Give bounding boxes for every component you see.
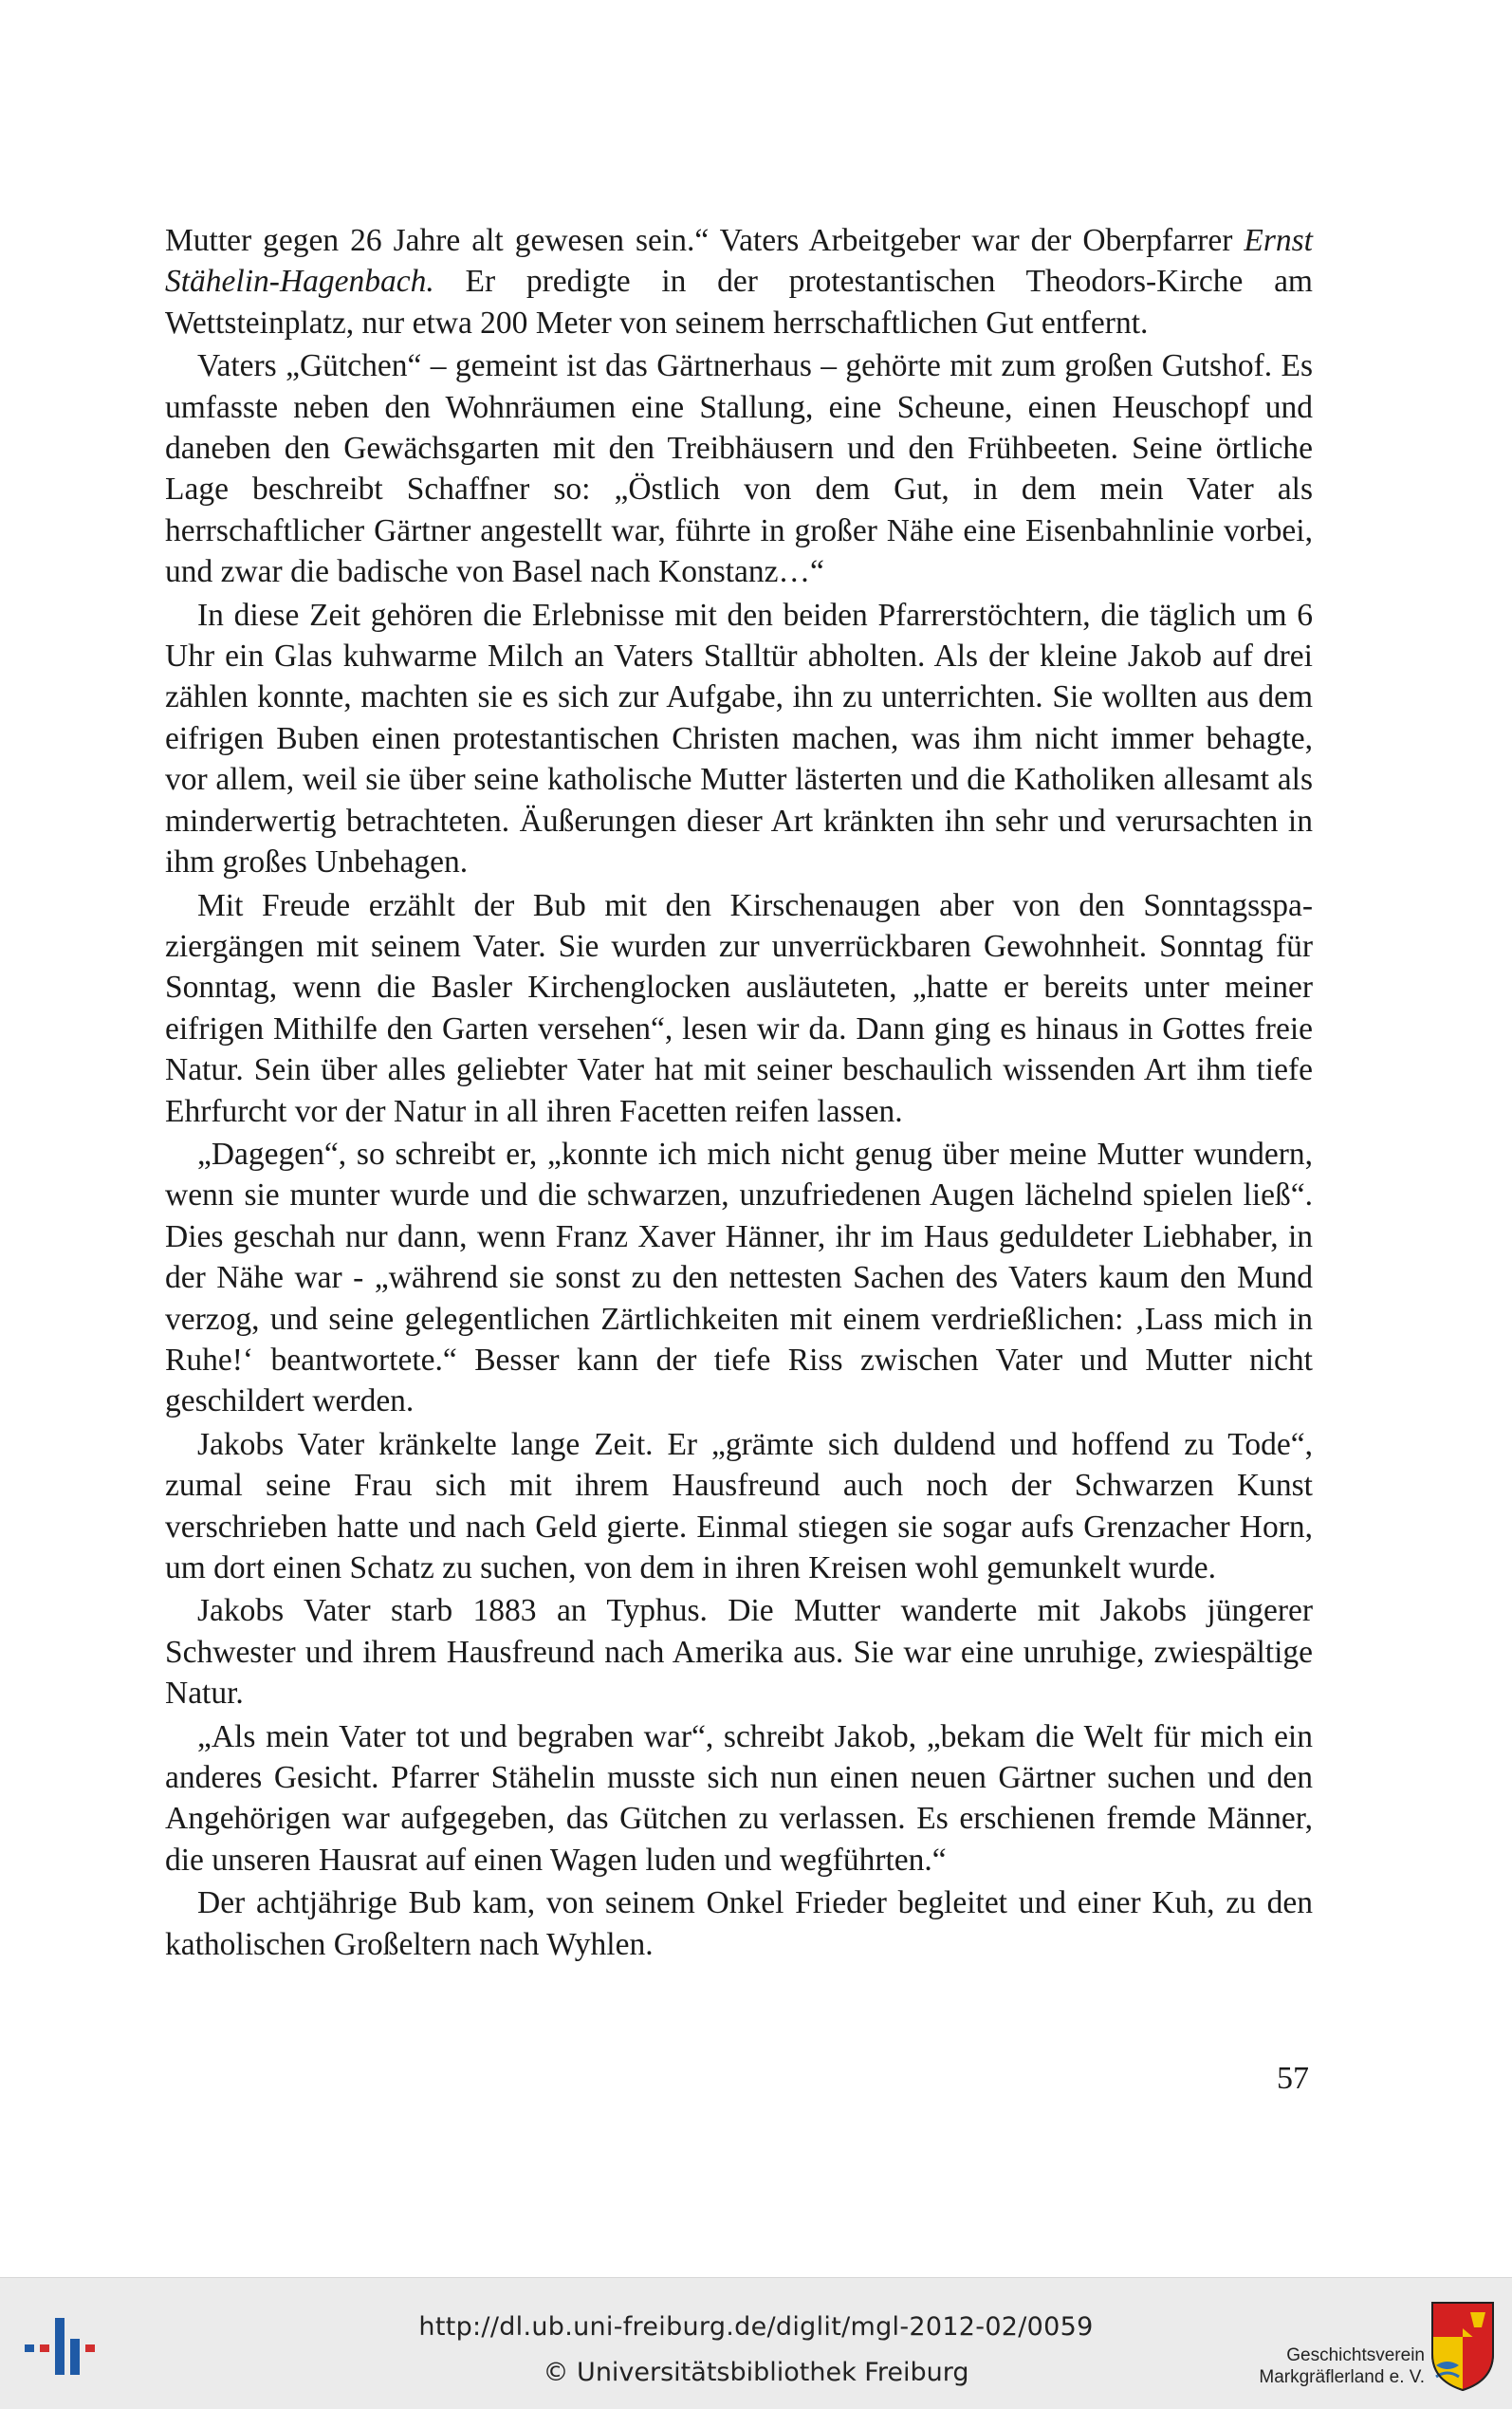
- paragraph-5: „Dagegen“, so schreibt er, „konnte ich mich nicht genug über meine Mutter wundern, wenn sie munter wurde und die schwarzen, unzufriedenen Augen lächelnd spielen ließ“. Dies geschah nur dann, wenn Franz Xaver Hänner, ihr im Haus geduldeter Liebhaber, in der Nähe war - „während sie sonst zu den nettesten Sachen des Vaters kaum den Mund verzog, und seine gelegentlichen Zärtlichkeiten mit einem verdrießlichen: ‚Lass mich in Ruhe!‘ beantwortete.“ Besser kann der tiefe Riss zwischen Vater und Mutter nicht geschildert werden.: [165, 1136, 1313, 1419]
- page-number: 57: [1277, 2061, 1309, 2096]
- paragraph-1-rest: Er predigte in der protestantischen Theodors-Kirche am Wettsteinplatz, nur etwa 200 Meter von seinem herrschaftlichen Gut entfernt.: [165, 264, 1313, 341]
- paragraph-7: Jakobs Vater starb 1883 an Typhus. Die Mutter wanderte mit Jakobs jüngerer Schwester und ihrem Hausfreund nach Amerika aus. Sie war eine unruhige, zwiespältige Natur.: [165, 1593, 1313, 1712]
- pastor-name-italic: Ernst Stähelin-Hagenbach.: [165, 223, 1313, 300]
- coat-of-arms-icon: [1429, 2299, 1497, 2394]
- paragraph-9: Der achtjährige Bub kam, von seinem Onkel Frieder begleitet und einer Kuh, zu den katholischen Großeltern nach Wyhlen.: [165, 1885, 1313, 1962]
- society-name: [1197, 2344, 1425, 2388]
- footer-bar: [0, 2277, 1512, 2409]
- paragraph-1-start: Mutter gegen 26 Jahre alt gewesen sein.“ Vaters Arbeitgeber war der Oberpfarrer: [165, 223, 1245, 258]
- paragraph-4: Mit Freude erzählt der Bub mit den Kirschenaugen aber von den Sonntagsspaziergängen mit seinem Vater. Sie wurden zur unverrückbaren Gewohnheit. Sonntag für Sonntag, wenn die Basler Kirchenglocken ausläuteten, „hatte er bereits unter meiner eifrigen Mithilfe den Garten versehen“, lesen wir da. Dann ging es hinaus in Gottes freie Natur. Sein über alles geliebter Vater hat mit seiner beschaulich wissenden Art ihm tiefe Ehrfurcht vor der Natur in all ihren Facetten reifen lassen.: [165, 887, 1313, 1129]
- society-name-line-2: Markgräflerland e. V.: [1259, 2367, 1425, 2387]
- paragraph-8: „Als mein Vater tot und begraben war“, schreibt Jakob, „bekam die Welt für mich ein anderes Gesicht. Pfarrer Stähelin musste sich nun einen neuen Gärtner suchen und den Angehörigen war aufgegeben, das Gütchen zu verlassen. Es erschienen fremde Männer, die unseren Hausrat auf einen Wagen luden und wegführten.“: [165, 1718, 1313, 1878]
- ub-freiburg-logo-icon[interactable]: [23, 2312, 99, 2381]
- footer-copyright: © Universitätsbibliothek Freiburg: [543, 2358, 969, 2387]
- paragraph-6: Jakobs Vater kränkelte lange Zeit. Er „grämte sich duldend und hoffend zu Tode“, zumal seine Frau sich mit ihrem Hausfreund auch noch der Schwarzen Kunst verschrieben hatte und nach Geld gierte. Einmal stiegen sie sogar aufs Grenzacher Horn, um dort einen Schatz zu suchen, von dem in ihren Kreisen wohl gemunkelt wurde.: [165, 1426, 1313, 1585]
- society-name-line-1: Geschichtsverein: [1286, 2345, 1425, 2365]
- footer-url-link[interactable]: http://dl.ub.uni-freiburg.de/diglit/mgl-2012-02/0059: [418, 2312, 1094, 2342]
- body-text: [165, 220, 1313, 1967]
- paragraph-3: In diese Zeit gehören die Erlebnisse mit den beiden Pfarrerstöchtern, die täglich um 6 Uhr ein Glas kuhwarme Milch an Vaters Stalltür abholten. Als der kleine Jakob auf drei zählen konnte, machten sie es sich zur Aufgabe, ihn zu unterrichten. Sie wollten aus dem eifrigen Buben einen protestantischen Christen machen, was ihm nicht immer behagte, vor allem, weil sie über seine katholische Mutter lästerten und die Katholiken allesamt als minderwertig betrachteten. Äußerungen dieser Art kränkten ihn sehr und verursachten in ihm großes Unbehagen.: [165, 597, 1313, 880]
- paragraph-1: [165, 220, 1313, 343]
- paragraph-2: Vaters „Gütchen“ – gemeint ist das Gärtnerhaus – gehörte mit zum großen Gutshof. Es umfasste neben den Wohnräumen eine Stallung, eine Scheune, einen Heuschopf und daneben den Gewächsgarten mit den Treibhäusern und den Frühbeeten. Seine örtliche Lage beschreibt Schaffner so: „Östlich von dem Gut, in dem mein Vater als herrschaftlicher Gärtner angestellt war, führte in großer Nähe eine Eisenbahnlinie vorbei, und zwar die badische von Basel nach Konstanz…“: [165, 348, 1313, 590]
